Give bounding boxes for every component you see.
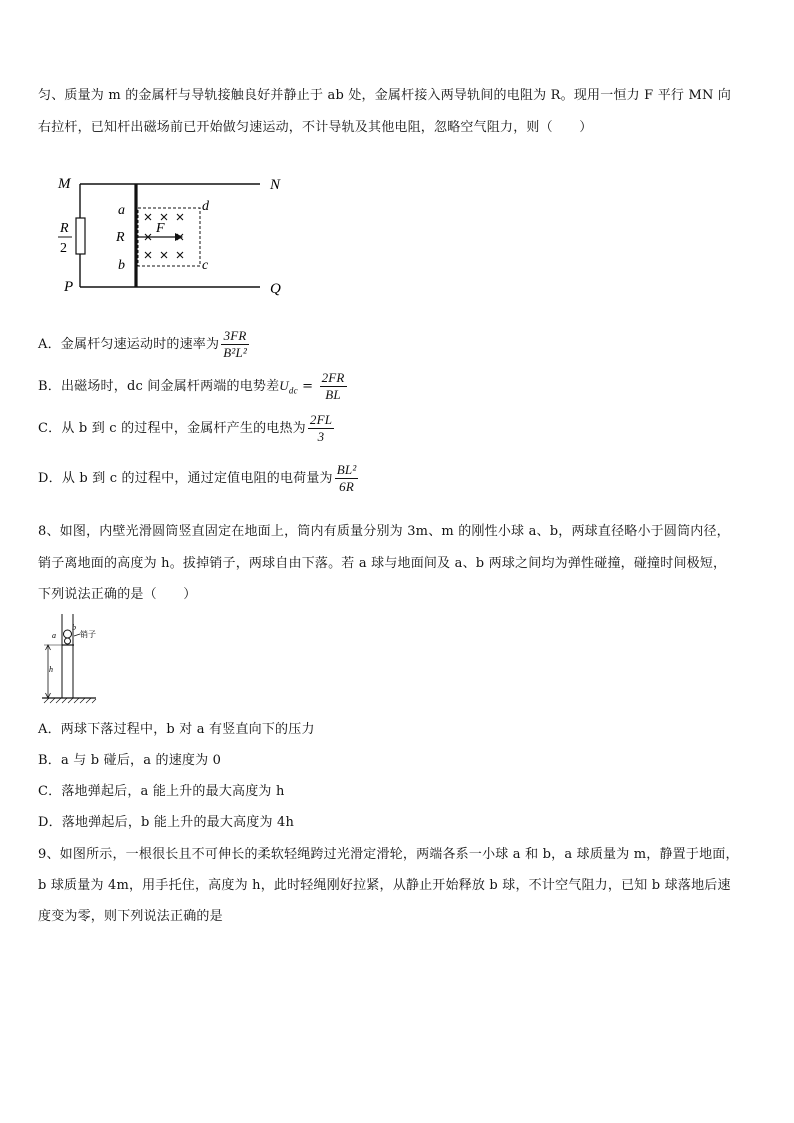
q7-option-a-fraction: $\frac{3FR}{\text{B²L²}}$ xyxy=(223,328,247,360)
label-R-rod: R xyxy=(116,230,125,245)
label-a: a xyxy=(52,631,56,640)
q9-line1: 9、如图所示，一根很长且不可伸长的柔软轻绳跨过光滑定滑轮，两端各系一小球 a 和 b，a 球质量为 m，静置于地面， xyxy=(38,847,739,862)
q7-option-c-text: C．从 b 到 c 的过程中，金属杆产生的电热为 xyxy=(38,421,306,436)
label-c: c xyxy=(202,258,209,273)
q8-line3: 下列说法正确的是（ ） xyxy=(38,587,197,602)
label-b: b xyxy=(72,623,76,632)
ground-hatch xyxy=(44,698,96,703)
label-b: b xyxy=(118,258,125,273)
q7-circuit-figure xyxy=(50,148,300,308)
label-N: N xyxy=(270,177,281,193)
q9-line3: 度变为零，则下列说法正确的是 xyxy=(38,909,223,924)
q7-option-d-fraction: $\frac{\text{BL²}}{6R}$ xyxy=(336,462,357,494)
q8-option-d[interactable]: D．落地弹起后，b 能上升的最大高度为 4h xyxy=(38,815,295,830)
label-h: h xyxy=(49,665,53,674)
q9-line2: b 球质量为 4m，用手托住，高度为 h，此时轻绳刚好拉紧，从静止开始释放 b 球，不计空气阻力，已知 b 球落地后速 xyxy=(38,878,731,893)
q7-option-b-symbol: U xyxy=(279,378,289,393)
q7-option-b-equals: = xyxy=(297,379,318,394)
q7-option-a-text: A．金属杆匀速运动时的速率为 xyxy=(38,337,220,352)
q7-option-a[interactable] xyxy=(38,328,251,361)
q8-option-b[interactable]: B．a 与 b 碰后，a 的速度为 0 xyxy=(38,753,222,768)
force-arrowhead xyxy=(175,233,183,241)
label-Q: Q xyxy=(270,281,281,297)
q7-option-c[interactable] xyxy=(38,412,336,445)
q8-option-a[interactable]: A．两球下落过程中，b 对 a 有竖直向下的压力 xyxy=(38,722,315,737)
q7-line2: 右拉杆，已知杆出磁场前已开始做匀速运动，不计导轨及其他电阻，忽略空气阻力，则（ ） xyxy=(38,120,593,135)
q7-option-b-text: B．出磁场时，dc 间金属杆两端的电势差 xyxy=(38,379,280,394)
resistor xyxy=(76,218,85,254)
q7-option-c-fraction: $\frac{2FL}{3}$ xyxy=(309,412,333,444)
q8-line2: 销子离地面的高度为 h。拔掉销子，两球自由下落。若 a 球与地面间及 a、b 两球之间均为弹性碰撞，碰撞时间极短， xyxy=(38,556,727,571)
q8-tube-figure xyxy=(40,612,120,704)
ball-b xyxy=(64,630,72,638)
q7-option-b[interactable] xyxy=(38,370,349,403)
q7-option-b-subscript: dc xyxy=(288,385,298,396)
q7-option-b-fraction: $\frac{2FR}{BL}$ xyxy=(321,370,345,402)
q8-line1: 8、如图，内壁光滑圆筒竖直固定在地面上，筒内有质量分别为 3m、m 的刚性小球 a、b，两球直径略小于圆筒内径， xyxy=(38,524,730,539)
label-d: d xyxy=(202,199,209,214)
q8-option-c[interactable]: C．落地弹起后，a 能上升的最大高度为 h xyxy=(38,784,285,799)
ball-a xyxy=(65,638,71,644)
label-F: F xyxy=(156,221,165,236)
label-R-resistor-num: R xyxy=(60,221,69,236)
label-a: a xyxy=(118,203,125,218)
label-R-resistor-den: 2 xyxy=(60,241,67,256)
label-P: P xyxy=(64,279,74,295)
label-pin: 销子 xyxy=(80,630,96,639)
q7-line1: 匀、质量为 m 的金属杆与导轨接触良好并静止于 ab 处，金属杆接入两导轨间的电阻为 R。现用一恒力 F 平行 MN 向 xyxy=(38,88,732,103)
q7-option-d[interactable] xyxy=(38,462,360,495)
label-M: M xyxy=(58,176,71,192)
q7-option-d-text: D．从 b 到 c 的过程中，通过定值电阻的电荷量为 xyxy=(38,471,333,486)
